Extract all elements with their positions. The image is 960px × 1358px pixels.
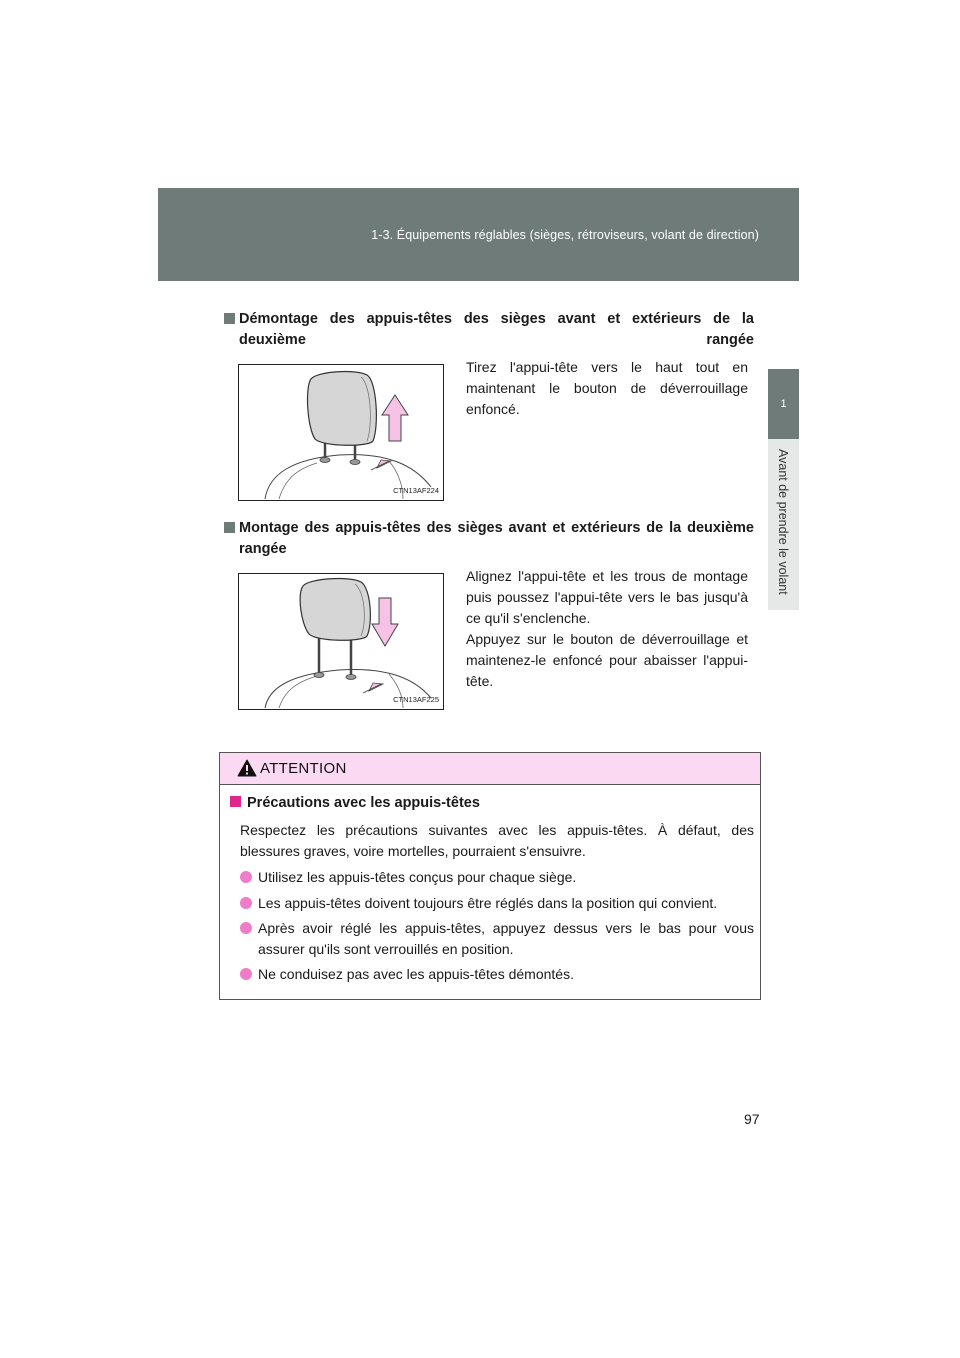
headrest-illustration: [239, 574, 443, 709]
attention-bullet: Les appuis-têtes doivent toujours être réglés dans la position qui convient.: [240, 893, 754, 914]
section-title: 1-3. Équipements réglables (sièges, rétroviseurs, volant de direction): [371, 228, 759, 242]
figure-code: CTN13AF225: [393, 695, 439, 704]
chapter-number: 1: [780, 398, 787, 410]
attention-header: [220, 753, 760, 785]
headrest-illustration: [239, 365, 443, 500]
bullet-dot-icon: [240, 922, 252, 934]
chapter-title: Avant de prendre le volant: [776, 449, 790, 595]
attention-bullet: Utilisez les appuis-têtes conçus pour chaque siège.: [240, 867, 754, 888]
headrest-installation-figure: [238, 573, 444, 710]
attention-heading: Précautions avec les appuis-têtes: [230, 795, 480, 811]
installation-instruction-2: Appuyez sur le bouton de déverrouillage et maintenez-le enfoncé pour abaisser l'appui-tête.: [466, 631, 748, 689]
installation-instruction-1: Alignez l'appui-tête et les trous de montage puis poussez l'appui-tête vers le bas jusqu'à ce qu'il s'enclenche.: [466, 568, 748, 626]
bullet-dot-icon: [240, 968, 252, 980]
bullet-dot-icon: [240, 897, 252, 909]
attention-bullet: Ne conduisez pas avec les appuis-têtes démontés.: [240, 964, 754, 985]
attention-intro: Respectez les précautions suivantes avec les appuis-têtes. À défaut, des blessures graves, voire mortelles, pourraient s'ensuivre.: [240, 822, 754, 859]
attention-title: ATTENTION: [260, 760, 347, 777]
headrest-removal-figure: [238, 364, 444, 501]
square-bullet-icon: [224, 522, 235, 533]
warning-icon: [237, 759, 257, 777]
attention-bullet: Après avoir réglé les appuis-têtes, appuyez dessus vers le bas pour vous assurer qu'ils sont verrouillés en position.: [240, 918, 754, 960]
figure-code: CTN13AF224: [393, 486, 439, 495]
chapter-tab: [768, 369, 799, 439]
down-arrow-icon: [372, 598, 398, 646]
page-number: 97: [744, 1111, 760, 1127]
attention-box: [219, 752, 761, 1000]
square-bullet-icon: [224, 313, 235, 324]
header-band: [158, 188, 799, 281]
section-heading-removal: Démontage des appuis-têtes des sièges avant et extérieurs de la deuxième rangée: [224, 309, 754, 372]
up-arrow-icon: [382, 395, 408, 441]
bullet-dot-icon: [240, 871, 252, 883]
square-bullet-icon: [230, 796, 241, 807]
chapter-title-tab: [768, 439, 799, 610]
section-heading-installation: Montage des appuis-têtes des sièges avant et extérieurs de la deuxième rangée: [224, 518, 754, 581]
removal-instruction: Tirez l'appui-tête vers le haut tout en maintenant le bouton de déverrouillage enfoncé.: [466, 359, 748, 417]
